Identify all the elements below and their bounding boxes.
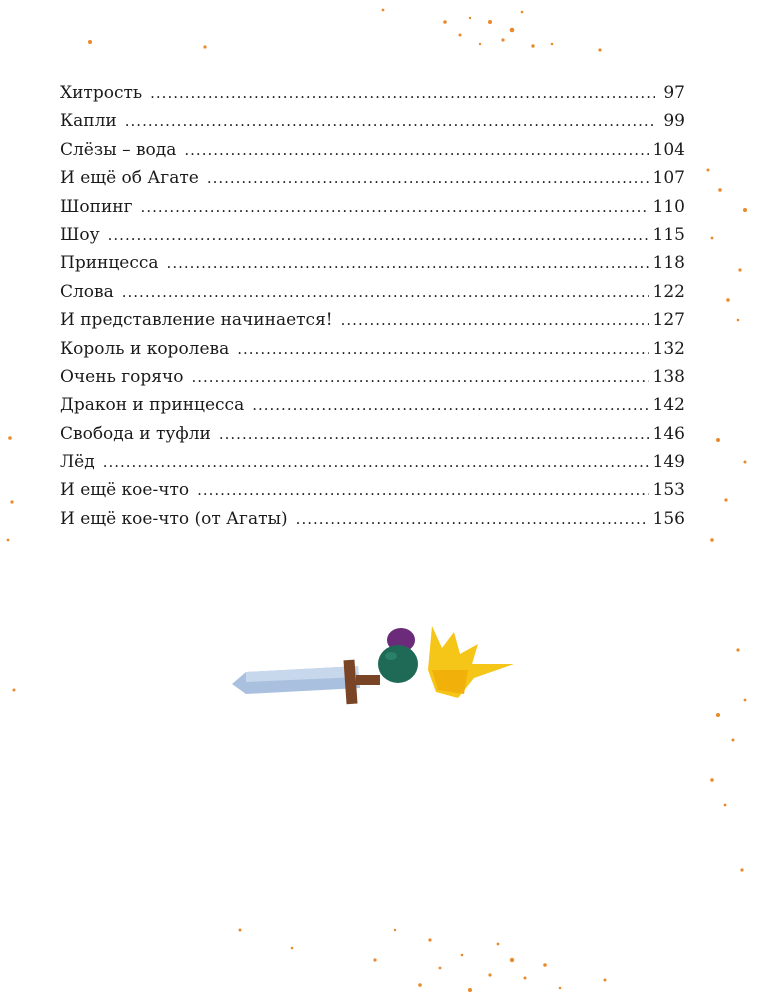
toc-entry-page-number: 122 [652,281,685,302]
toc-entry-title: Капли [60,111,117,132]
toc-entry-page-number: 118 [652,253,685,274]
toc-entry [60,306,685,334]
toc-entry-title: И представление начинается! [60,310,333,331]
dot-leader [167,249,649,277]
toc-entry-page-number: 115 [652,224,685,245]
dot-leader [125,107,655,135]
toc-entry-title: Лёд [60,452,95,473]
ball-icon [378,628,418,683]
toc-entry-title: Шопинг [60,196,133,217]
toc-entry-page-number: 132 [652,338,685,359]
toc-entry-title: Шоу [60,224,100,245]
toc-entry [60,164,685,192]
dot-leader [341,306,649,334]
dot-leader [219,420,649,448]
toc-entry-title: Принцесса [60,253,159,274]
toc-entry [60,221,685,249]
toc-entry [60,505,685,533]
toc-entry-page-number: 107 [652,168,685,189]
toc-entry-page-number: 110 [652,196,685,217]
toc-entry-title: Очень горячо [60,366,184,387]
toc-entry-page-number: 97 [663,83,685,103]
toy-illustration [228,622,520,710]
toc-entry-title: Король и королева [60,338,230,359]
toc-entry [60,335,685,363]
dot-leader [252,391,648,419]
dot-leader [207,164,649,192]
dot-leader [191,363,648,391]
dot-leader [108,221,649,249]
toc-entry-title: Слова [60,281,114,302]
toc-entry [60,136,685,164]
table-of-contents [60,79,685,533]
dot-leader [122,278,649,306]
toc-entry [60,79,685,107]
toc-entry-title: Хитрость [60,83,143,103]
toc-entry-page-number: 156 [652,508,685,529]
toc-entry [60,476,685,504]
toc-entry [60,278,685,306]
dot-leader [237,335,648,363]
toc-entry-page-number: 153 [652,480,685,501]
toc-entry-title: И ещё кое-что [60,480,190,501]
toc-entry [60,391,685,419]
dot-leader [296,505,649,533]
toc-entry [60,420,685,448]
toc-entry-title: И ещё кое-что (от Агаты) [60,508,288,529]
toc-entry-title: Дракон и принцесса [60,395,245,416]
toc-entry-page-number: 99 [663,111,685,132]
crown-icon [428,626,514,698]
toc-entry [60,363,685,391]
toc-entry-page-number: 138 [652,366,685,387]
dot-leader [184,136,648,164]
toc-entry-title: Свобода и туфли [60,423,211,444]
toc-entry-title: Слёзы – вода [60,139,177,160]
toc-entry-title: И ещё об Агате [60,168,199,189]
toc-entry [60,107,685,135]
toc-entry [60,249,685,277]
toc-entry-page-number: 127 [652,310,685,331]
toc-entry-page-number: 149 [652,452,685,473]
sword-icon [232,660,380,705]
toc-entry [60,193,685,221]
toc-entry-page-number: 146 [652,423,685,444]
dot-leader [197,476,648,504]
toc-entry-page-number: 104 [652,139,685,160]
dot-leader [141,193,649,221]
dot-leader [103,448,649,476]
dot-leader [150,79,655,107]
toc-entry [60,448,685,476]
toc-entry-page-number: 142 [652,395,685,416]
